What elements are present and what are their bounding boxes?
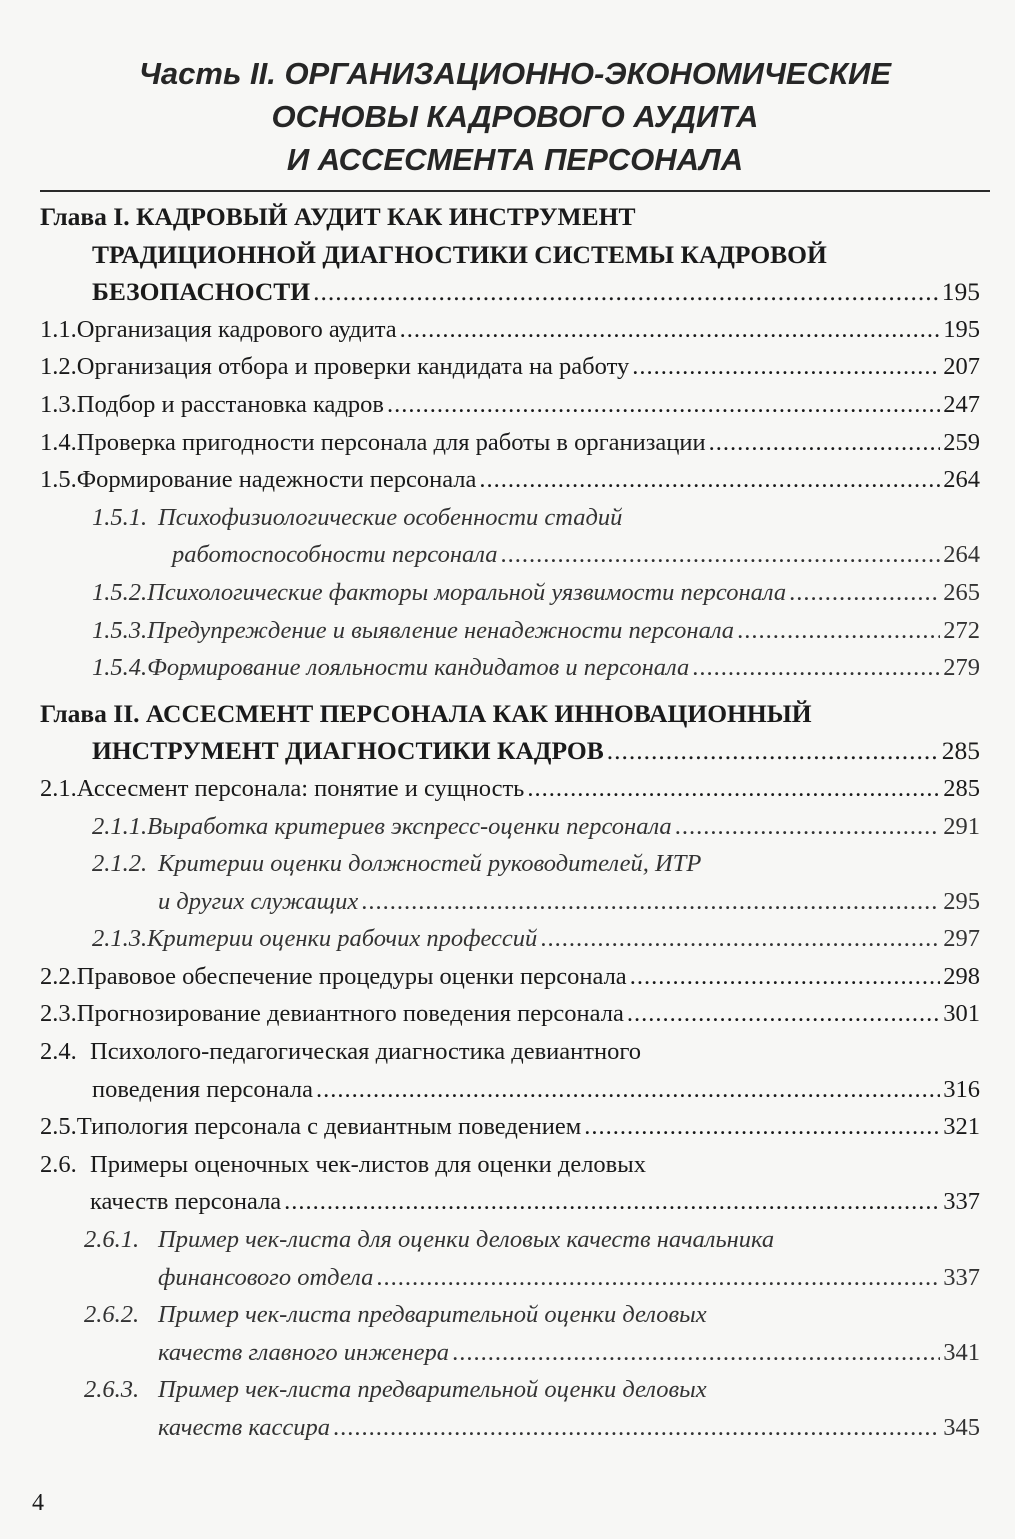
entry-title: Пример чек-листа предварительной оценки деловых [158,1301,707,1329]
page-number: 195 [943,315,980,343]
entry-title: финансового отдела [158,1263,374,1291]
entry-number: 1.5.2. [92,578,148,606]
title-divider [40,190,990,192]
entry-title: Примеры оценочных чек-листов для оценки деловых [90,1150,646,1178]
leader-dots [387,386,940,424]
part-title [40,52,990,181]
page-number: 259 [943,428,980,456]
page-number: 264 [943,541,980,569]
page-number: 337 [943,1263,980,1291]
toc-subentry[interactable] [40,574,980,612]
leader-dots [789,574,940,612]
toc-subentry[interactable] [40,808,980,846]
entry-number: 1.4. [40,428,77,456]
page-number: 298 [943,962,980,990]
leader-dots [630,958,941,996]
chapter-prefix: Глава I. [40,202,130,231]
toc-subentry[interactable] [40,499,980,537]
entry-number: 2.1.1. [92,812,148,840]
toc-subentry-cont[interactable] [40,1334,980,1372]
toc-subentry[interactable] [40,612,980,650]
chapter-heading[interactable] [40,695,980,733]
entry-title: качеств кассира [158,1414,330,1441]
leader-dots [333,1409,940,1447]
toc-subentry[interactable] [40,1371,980,1409]
toc-entry[interactable] [40,958,980,996]
page-number: 195 [941,277,980,307]
entry-title: Типология персонала с девиантным поведением [76,1113,582,1141]
entry-title: Организация отбора и проверки кандидата на работу [76,353,630,381]
toc-entry-cont[interactable] [40,1071,980,1109]
toc-entry[interactable] [40,311,980,349]
page-number: 321 [943,1113,980,1141]
entry-title: Формирование лояльности кандидатов и персонала [147,654,690,682]
leader-dots [675,808,941,846]
entry-title: Критерии оценки должностей руководителей, ИТР [158,850,702,878]
page-number: 295 [943,887,980,915]
entry-title: и других служащих [158,887,359,915]
leader-dots [709,424,941,462]
entry-number: 1.5. [40,466,77,494]
entry-title: Психофизиологические особенности стадий [158,503,623,531]
part-title-line: Часть II. ОРГАНИЗАЦИОННО-ЭКОНОМИЧЕСКИЕ [138,56,891,91]
toc-subentry[interactable] [40,1296,980,1334]
entry-number: 2.4. [40,1038,77,1066]
page-number: 337 [943,1188,980,1216]
entry-title: Формирование надежности персонала [76,466,477,494]
entry-number: 2.6.2. [84,1301,140,1329]
page-number: 285 [943,774,980,802]
toc-entry[interactable] [40,424,980,462]
page-number: 207 [943,353,980,381]
toc-subentry[interactable] [40,845,980,883]
leader-dots [692,649,940,687]
toc-entry[interactable] [40,1146,980,1184]
leader-dots [400,311,941,349]
toc-subentry[interactable] [40,1221,980,1259]
entry-number: 2.3. [40,1000,77,1028]
entry-title: Пример чек-листа для оценки деловых качеств начальника [158,1226,775,1254]
chapter-title: ИНСТРУМЕНТ ДИАГНОСТИКИ КАДРОВ [92,736,604,766]
chapter-title: КАДРОВЫЙ АУДИТ КАК ИНСТРУМЕНТ [135,202,636,231]
entry-number: 2.6.1. [84,1226,140,1254]
leader-dots [313,273,939,311]
leader-dots [584,1108,940,1146]
part-title-line: ОСНОВЫ КАДРОВОГО АУДИТА [271,99,759,134]
entry-title: Психолого-педагогическая диагностика девиантного [90,1038,642,1066]
toc-subentry-cont[interactable] [40,1409,980,1447]
entry-number: 2.5. [40,1113,77,1141]
entry-title: Проверка пригодности персонала для работы в организации [76,428,706,456]
toc-entry[interactable] [40,1108,980,1146]
toc-subentry[interactable] [40,920,980,958]
entry-number: 2.1. [40,774,77,802]
entry-title: качеств персонала [90,1188,282,1216]
entry-number: 2.2. [40,962,77,990]
toc-subentry-cont[interactable] [40,1259,980,1297]
toc-subentry-cont[interactable] [40,536,980,574]
leader-dots [361,883,940,921]
toc-subentry[interactable] [40,649,980,687]
entry-number: 1.5.1. [92,503,148,531]
chapter-title: БЕЗОПАСНОСТИ [92,277,311,307]
entry-number: 2.1.3. [92,925,148,953]
chapter-heading-cont[interactable] [40,236,980,274]
toc-entry[interactable] [40,386,980,424]
entry-title: Психологические факторы моральной уязвимости персонала [147,578,787,606]
entry-title: работоспособности персонала [172,541,498,569]
chapter-title: ТРАДИЦИОННОЙ ДИАГНОСТИКИ СИСТЕМЫ КАДРОВОЙ [92,239,827,269]
entry-number: 1.5.4. [92,654,148,682]
leader-dots [284,1183,940,1221]
entry-title: Организация кадрового аудита [76,315,397,343]
toc-subentry-cont[interactable] [40,883,980,921]
chapter-title: АССЕСМЕНТ ПЕРСОНАЛА КАК ИННОВАЦИОННЫЙ [145,698,812,728]
entry-title: Прогнозирование девиантного поведения персонала [76,1000,624,1028]
leader-dots [479,461,940,499]
entry-title: Критерии оценки рабочих профессий [147,925,538,953]
toc-entry[interactable] [40,770,980,808]
chapter-prefix: Глава II. [40,698,140,728]
entry-title: качеств главного инженера [158,1338,450,1366]
entry-number: 2.1.2. [92,850,148,878]
entry-number: 1.3. [40,390,77,418]
entry-number: 1.2. [40,353,77,381]
table-of-contents [40,198,980,1447]
page-number: 297 [943,925,980,953]
page-number: 345 [943,1414,980,1441]
folio-page-number: 4 [32,1490,44,1516]
entry-title: Подбор и расстановка кадров [76,390,384,418]
page-number: 316 [943,1075,980,1103]
chapter-heading-cont[interactable] [40,273,980,311]
entry-number: 1.1. [40,315,77,343]
entry-title: Ассесмент персонала: понятие и сущность [76,774,525,802]
leader-dots [452,1334,940,1372]
toc-entry[interactable] [40,1033,980,1071]
leader-dots [316,1071,940,1109]
chapter-heading[interactable] [40,198,980,236]
page-number: 247 [943,390,980,418]
leader-dots [737,612,940,650]
leader-dots [500,536,940,574]
leader-dots [376,1259,940,1297]
entry-number: 1.5.3. [92,616,148,644]
toc-entry-cont[interactable] [40,1183,980,1221]
toc-entry[interactable] [40,461,980,499]
toc-entry[interactable] [40,995,980,1033]
entry-number: 2.6. [40,1150,77,1178]
page-number: 279 [943,654,980,682]
leader-dots [627,995,940,1033]
leader-dots [632,348,940,386]
chapter-heading-cont[interactable] [40,732,980,770]
page-number: 265 [943,578,980,606]
page-number: 301 [943,1000,980,1028]
part-title-line: И АССЕСМЕНТА ПЕРСОНАЛА [286,142,744,177]
entry-title: Пример чек-листа предварительной оценки деловых [158,1376,707,1404]
page-number: 285 [941,736,980,766]
page-number: 341 [943,1338,980,1366]
entry-title: поведения персонала [92,1075,313,1103]
entry-title: Выработка критериев экспресс-оценки персонала [147,812,672,840]
page-number: 264 [943,466,980,494]
page-number: 272 [943,616,980,644]
toc-entry[interactable] [40,348,980,386]
entry-number: 2.6.3. [84,1376,140,1404]
leader-dots [607,732,939,770]
page-number: 291 [943,812,980,840]
entry-title: Предупреждение и выявление ненадежности персонала [147,616,735,644]
entry-title: Правовое обеспечение процедуры оценки персонала [76,962,627,990]
leader-dots [540,920,940,958]
leader-dots [527,770,940,808]
